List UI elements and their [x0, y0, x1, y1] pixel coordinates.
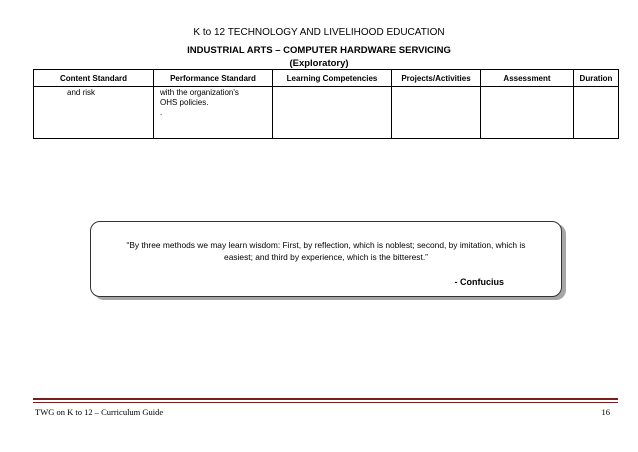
column-header-assessment: Assessment	[481, 70, 574, 87]
quote-author: - Confucius	[454, 277, 504, 287]
performance-text-line1: with the organization's	[160, 88, 239, 97]
performance-text-line2: OHS policies.	[160, 98, 209, 107]
column-header-projects-activities: Projects/Activities	[392, 70, 481, 87]
curriculum-table	[33, 69, 619, 139]
cell-projects-activities	[392, 87, 481, 139]
quote-text	[91, 239, 561, 263]
table-header-row	[34, 70, 619, 87]
column-header-content-standard: Content Standard	[34, 70, 154, 87]
column-header-duration: Duration	[574, 70, 619, 87]
document-title: K to 12 TECHNOLOGY AND LIVELIHOOD EDUCATION	[193, 27, 445, 38]
cell-content-standard	[34, 87, 154, 139]
column-header-performance-standard: Performance Standard	[154, 70, 273, 87]
performance-text-line3: .	[160, 108, 163, 117]
document-level: (Exploratory)	[289, 58, 349, 69]
quote-line1: “By three methods we may learn wisdom: First, by reflection, which is noblest; second, by imitation, which is	[126, 240, 526, 250]
footer-label: TWG on K to 12 – Curriculum Guide	[35, 407, 164, 417]
page-number: 16	[601, 407, 610, 417]
footer-rule-thick	[33, 398, 618, 400]
cell-assessment	[481, 87, 574, 139]
column-header-learning-competencies: Learning Competencies	[273, 70, 392, 87]
cell-duration	[574, 87, 619, 139]
cell-performance-standard	[154, 87, 273, 139]
quote-box	[90, 221, 562, 297]
table-row	[34, 87, 619, 139]
cell-learning-competencies	[273, 87, 392, 139]
quote-line2: easiest; and third by experience, which is the bitterest.”	[224, 252, 428, 262]
document-subtitle: INDUSTRIAL ARTS – COMPUTER HARDWARE SERVICING	[187, 45, 451, 56]
content-standard-text: and risk	[67, 88, 96, 97]
footer-rule-thin	[33, 402, 618, 403]
